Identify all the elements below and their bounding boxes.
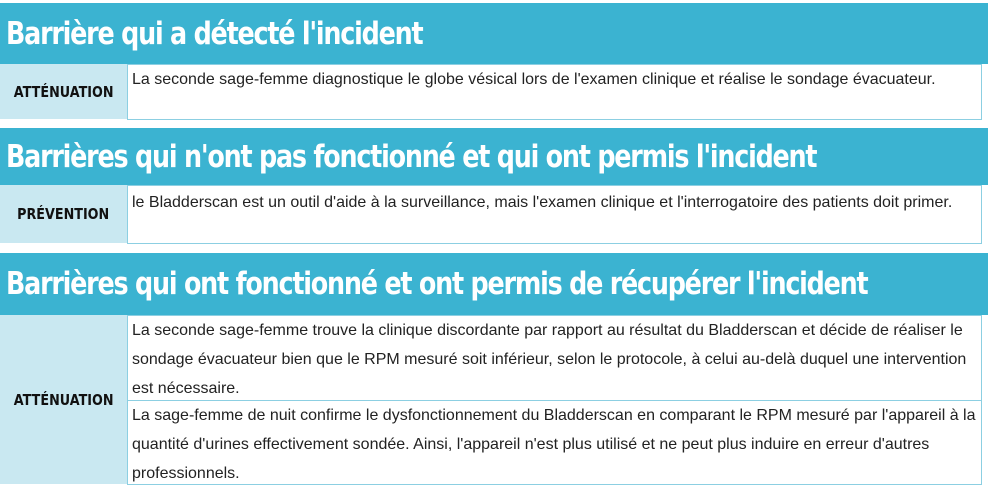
section-2-label: PRÉVENTION [0, 185, 127, 244]
section-2-title: Barrières qui n'ont pas fonctionné et qui ont permis l'incident [0, 128, 988, 185]
section-3-title: Barrières qui ont fonctionné et ont permis de récupérer l'incident [0, 253, 988, 315]
section-1-title: Barrière qui a détecté l'incident [0, 3, 988, 64]
section-3-item-2: La sage-femme de nuit confirme le dysfonctionnement du Bladderscan en comparant le RPM mesuré par l'appareil à la quantité d'urines effectivement sondée. Ainsi, l'appareil n'est plus utilisé et ne peut plus induire en erreur d'autres professionnels. [127, 400, 982, 485]
section-1-label: ATTÉNUATION [0, 64, 127, 120]
section-3-item-1: La seconde sage-femme trouve la clinique discordante par rapport au résultat du Bladderscan et décide de réaliser le sondage évacuateur bien que le RPM mesuré soit inférieur, selon le protocole, à celui au-delà duquel une intervention est nécessaire. [127, 315, 982, 401]
section-2-item-1: le Bladderscan est un outil d'aide à la surveillance, mais l'examen clinique et l'interrogatoire des patients doit primer. [127, 185, 982, 244]
section-3-label: ATTÉNUATION [0, 315, 127, 485]
section-1-item-1: La seconde sage-femme diagnostique le globe vésical lors de l'examen clinique et réalise le sondage évacuateur. [127, 64, 982, 120]
